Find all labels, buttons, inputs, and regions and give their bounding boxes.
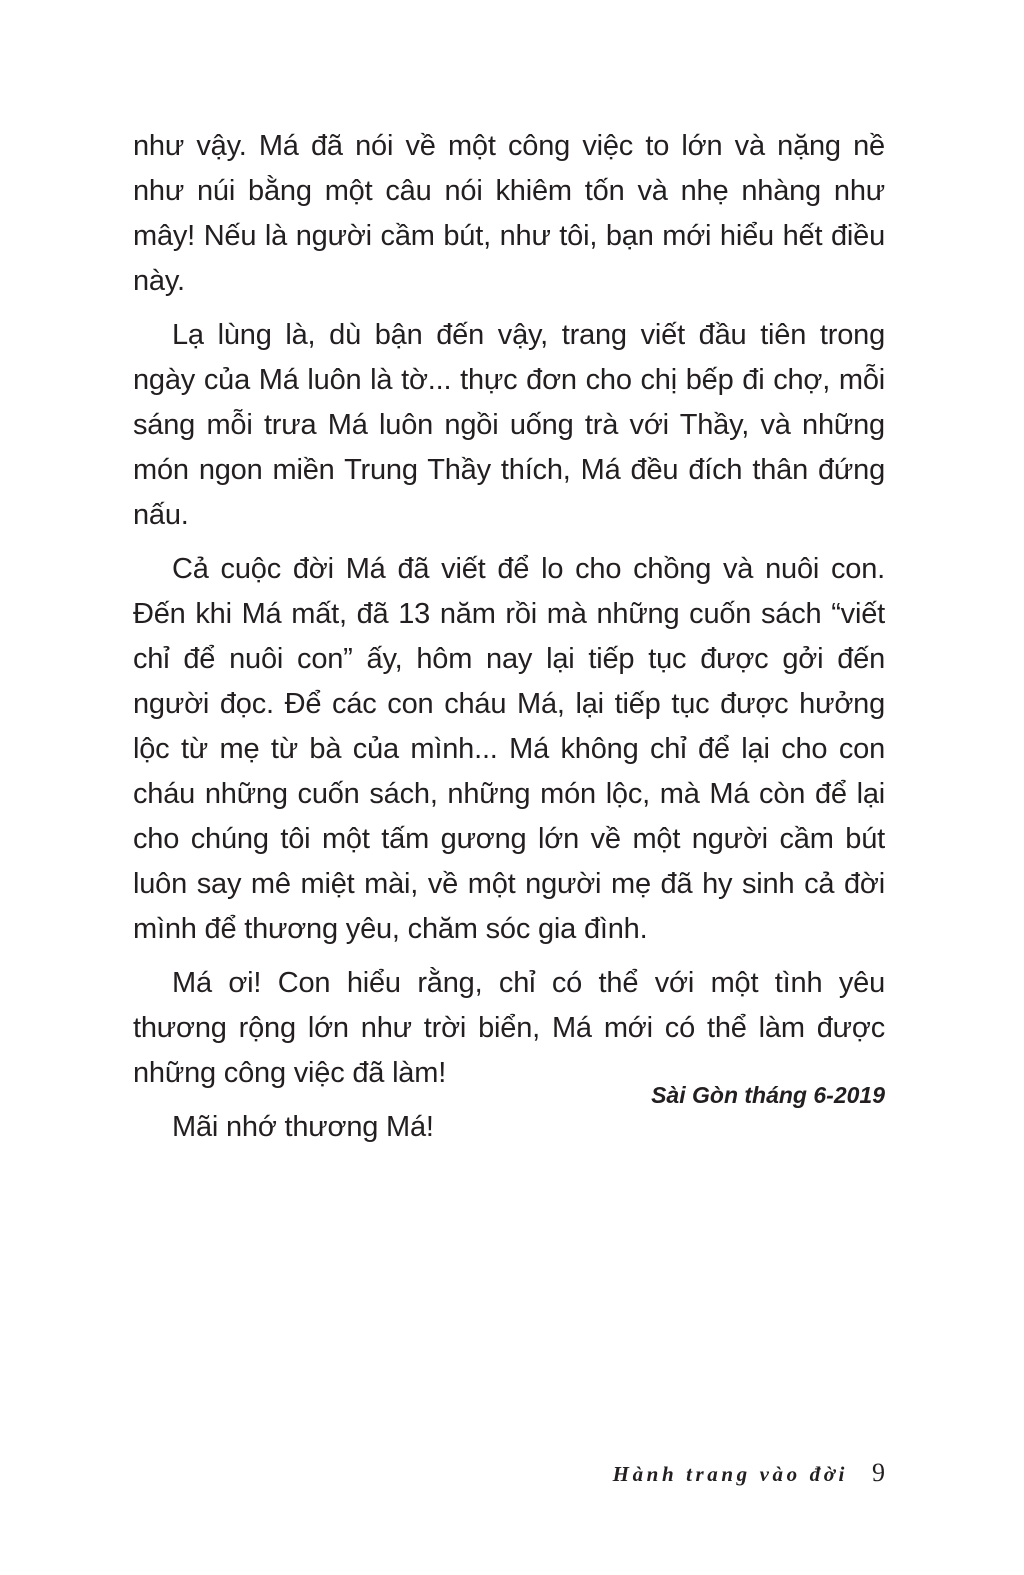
page-number: 9 [872, 1458, 885, 1487]
page-footer [613, 1458, 885, 1488]
running-title: Hành trang vào đời [612, 1462, 848, 1486]
place-date-signature: Sài Gòn tháng 6-2019 [651, 1082, 885, 1108]
body-text [133, 124, 885, 1159]
paragraph: Lạ lùng là, dù bận đến vậy, trang viết đầu tiên trong ngày của Má luôn là tờ... thực đơn cho chị bếp đi chợ, mỗi sáng mỗi trưa Má luôn ngồi uống trà với Thầy, và những món ngon miền Trung Thầy thích, Má đều đích thân đứng nấu. [133, 319, 885, 531]
paragraph: Má ơi! Con hiểu rằng, chỉ có thể với một tình yêu thương rộng lớn như trời biển, Má mới có thể làm được những công việc đã làm! [133, 967, 885, 1089]
closing-line: Mãi nhớ thương Má! [172, 1111, 434, 1143]
paragraph-continuation: như vậy. Má đã nói về một công việc to lớn và nặng nề như núi bằng một câu nói khiêm tốn và nhẹ nhàng như mây! Nếu là người cầm bút, như tôi, bạn mới hiểu hết điều này. [133, 130, 885, 297]
paragraph: Cả cuộc đời Má đã viết để lo cho chồng và nuôi con. Đến khi Má mất, đã 13 năm rồi mà những cuốn sách “viết chỉ để nuôi con” ấy, hôm nay lại tiếp tục được gởi đến người đọc. Để các con cháu Má, lại tiếp tục được hưởng lộc từ mẹ từ bà của mình... Má không chỉ để lại cho con cháu những cuốn sách, những món lộc, mà Má còn để lại cho chúng tôi một tấm gương lớn về một người cầm bút luôn say mê miệt mài, về một người mẹ đã hy sinh cả đời mình để thương yêu, chăm sóc gia đình. [133, 553, 885, 945]
